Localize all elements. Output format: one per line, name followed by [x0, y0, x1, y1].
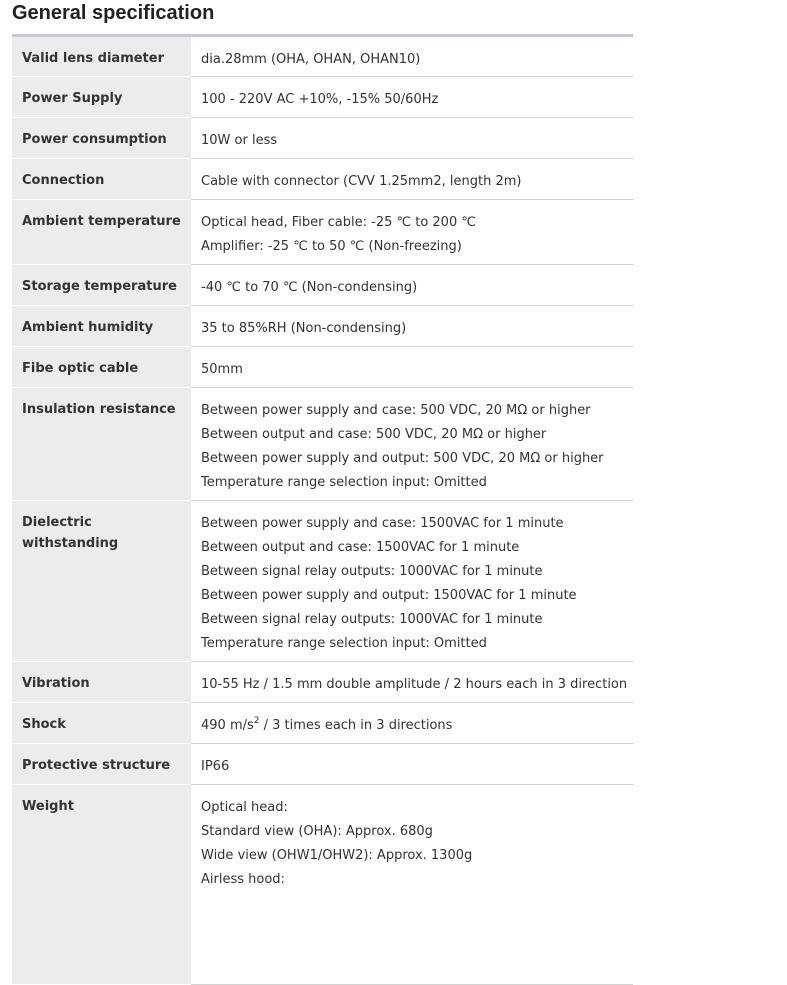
value-line: Between signal relay outputs: 1000VAC for 1 minute [201, 564, 543, 579]
row-value [191, 265, 633, 306]
row-label: Ambient temperature [12, 200, 191, 265]
row-value [191, 347, 633, 388]
value-line: Between power supply and case: 500 VDC, 20 MΩ or higher [201, 403, 591, 418]
value-line: Temperature range selection input: Omitted [201, 475, 487, 490]
table-row [12, 744, 633, 785]
row-value [191, 77, 633, 118]
table-row [12, 159, 633, 200]
value-line: Optical head, Fiber cable: -25 ℃ to 200 ℃ [201, 215, 476, 230]
value-line: Amplifier: -25 ℃ to 50 ℃ (Non-freezing) [201, 239, 462, 254]
row-label: Protective structure [12, 744, 191, 785]
row-value [191, 662, 633, 703]
specification-table [12, 34, 633, 985]
row-label: Vibration [12, 662, 191, 703]
table-row [12, 200, 633, 265]
value-line: Between power supply and case: 1500VAC for 1 minute [201, 516, 564, 531]
row-value [191, 785, 633, 985]
value-line: Between power supply and output: 500 VDC, 20 MΩ or higher [201, 451, 604, 466]
row-label: Dielectric withstanding [12, 501, 191, 662]
value-line: Between power supply and output: 1500VAC for 1 minute [201, 588, 577, 603]
value-line: Cable with connector (CVV 1.25mm2, length 2m) [201, 174, 522, 189]
table-row [12, 306, 633, 347]
value-line: Standard view (OHA): Approx. 680g [201, 824, 433, 839]
value-line: 100 - 220V AC +10%, -15% 50/60Hz [201, 92, 439, 107]
value-line: Between output and case: 500 VDC, 20 MΩ or higher [201, 427, 547, 442]
row-label: Insulation resistance [12, 388, 191, 501]
row-value [191, 744, 633, 785]
superscript-exponent: 2 [253, 716, 260, 726]
value-line: IP66 [201, 759, 230, 774]
table-row [12, 501, 633, 662]
shock-value-pre: 490 m/s [201, 718, 254, 733]
value-line: dia.28mm (OHA, OHAN, OHAN10) [201, 52, 421, 67]
row-label: Shock [12, 703, 191, 744]
table-row [12, 265, 633, 306]
shock-value-post: / 3 times each in 3 directions [259, 718, 453, 733]
row-label: Connection [12, 159, 191, 200]
value-line: Optical head: [201, 800, 288, 815]
row-value [191, 118, 633, 159]
row-value [191, 200, 633, 265]
value-line: 50mm [201, 362, 243, 377]
value-line: Between output and case: 1500VAC for 1 minute [201, 540, 520, 555]
table-row [12, 36, 633, 77]
row-label: Storage temperature [12, 265, 191, 306]
row-value [191, 36, 633, 77]
value-line: Between signal relay outputs: 1000VAC for 1 minute [201, 612, 543, 627]
table-row [12, 703, 633, 744]
row-label: Power Supply [12, 77, 191, 118]
row-label: Ambient humidity [12, 306, 191, 347]
row-value [191, 159, 633, 200]
page-title: General specification [12, 2, 215, 24]
table-row [12, 118, 633, 159]
value-line [201, 714, 633, 738]
row-value [191, 388, 633, 501]
row-label: Fibe optic cable [12, 347, 191, 388]
table-row [12, 77, 633, 118]
value-line: Temperature range selection input: Omitted [201, 636, 487, 651]
value-line: 35 to 85%RH (Non-condensing) [201, 321, 407, 336]
value-line: 10W or less [201, 133, 278, 148]
table-row [12, 347, 633, 388]
value-line: Wide view (OHW1/OHW2): Approx. 1300g [201, 848, 473, 863]
table-row [12, 662, 633, 703]
row-value [191, 703, 633, 744]
row-value [191, 501, 633, 662]
table-row [12, 785, 633, 985]
row-label: Valid lens diameter [12, 36, 191, 77]
value-line: Airless hood: [201, 872, 285, 887]
row-value [191, 306, 633, 347]
value-line: -40 ℃ to 70 ℃ (Non-condensing) [201, 280, 418, 295]
row-label: Weight [12, 785, 191, 985]
row-label: Power consumption [12, 118, 191, 159]
value-line: 10-55 Hz / 1.5 mm double amplitude / 2 hours each in 3 direction [201, 677, 628, 692]
table-row [12, 388, 633, 501]
